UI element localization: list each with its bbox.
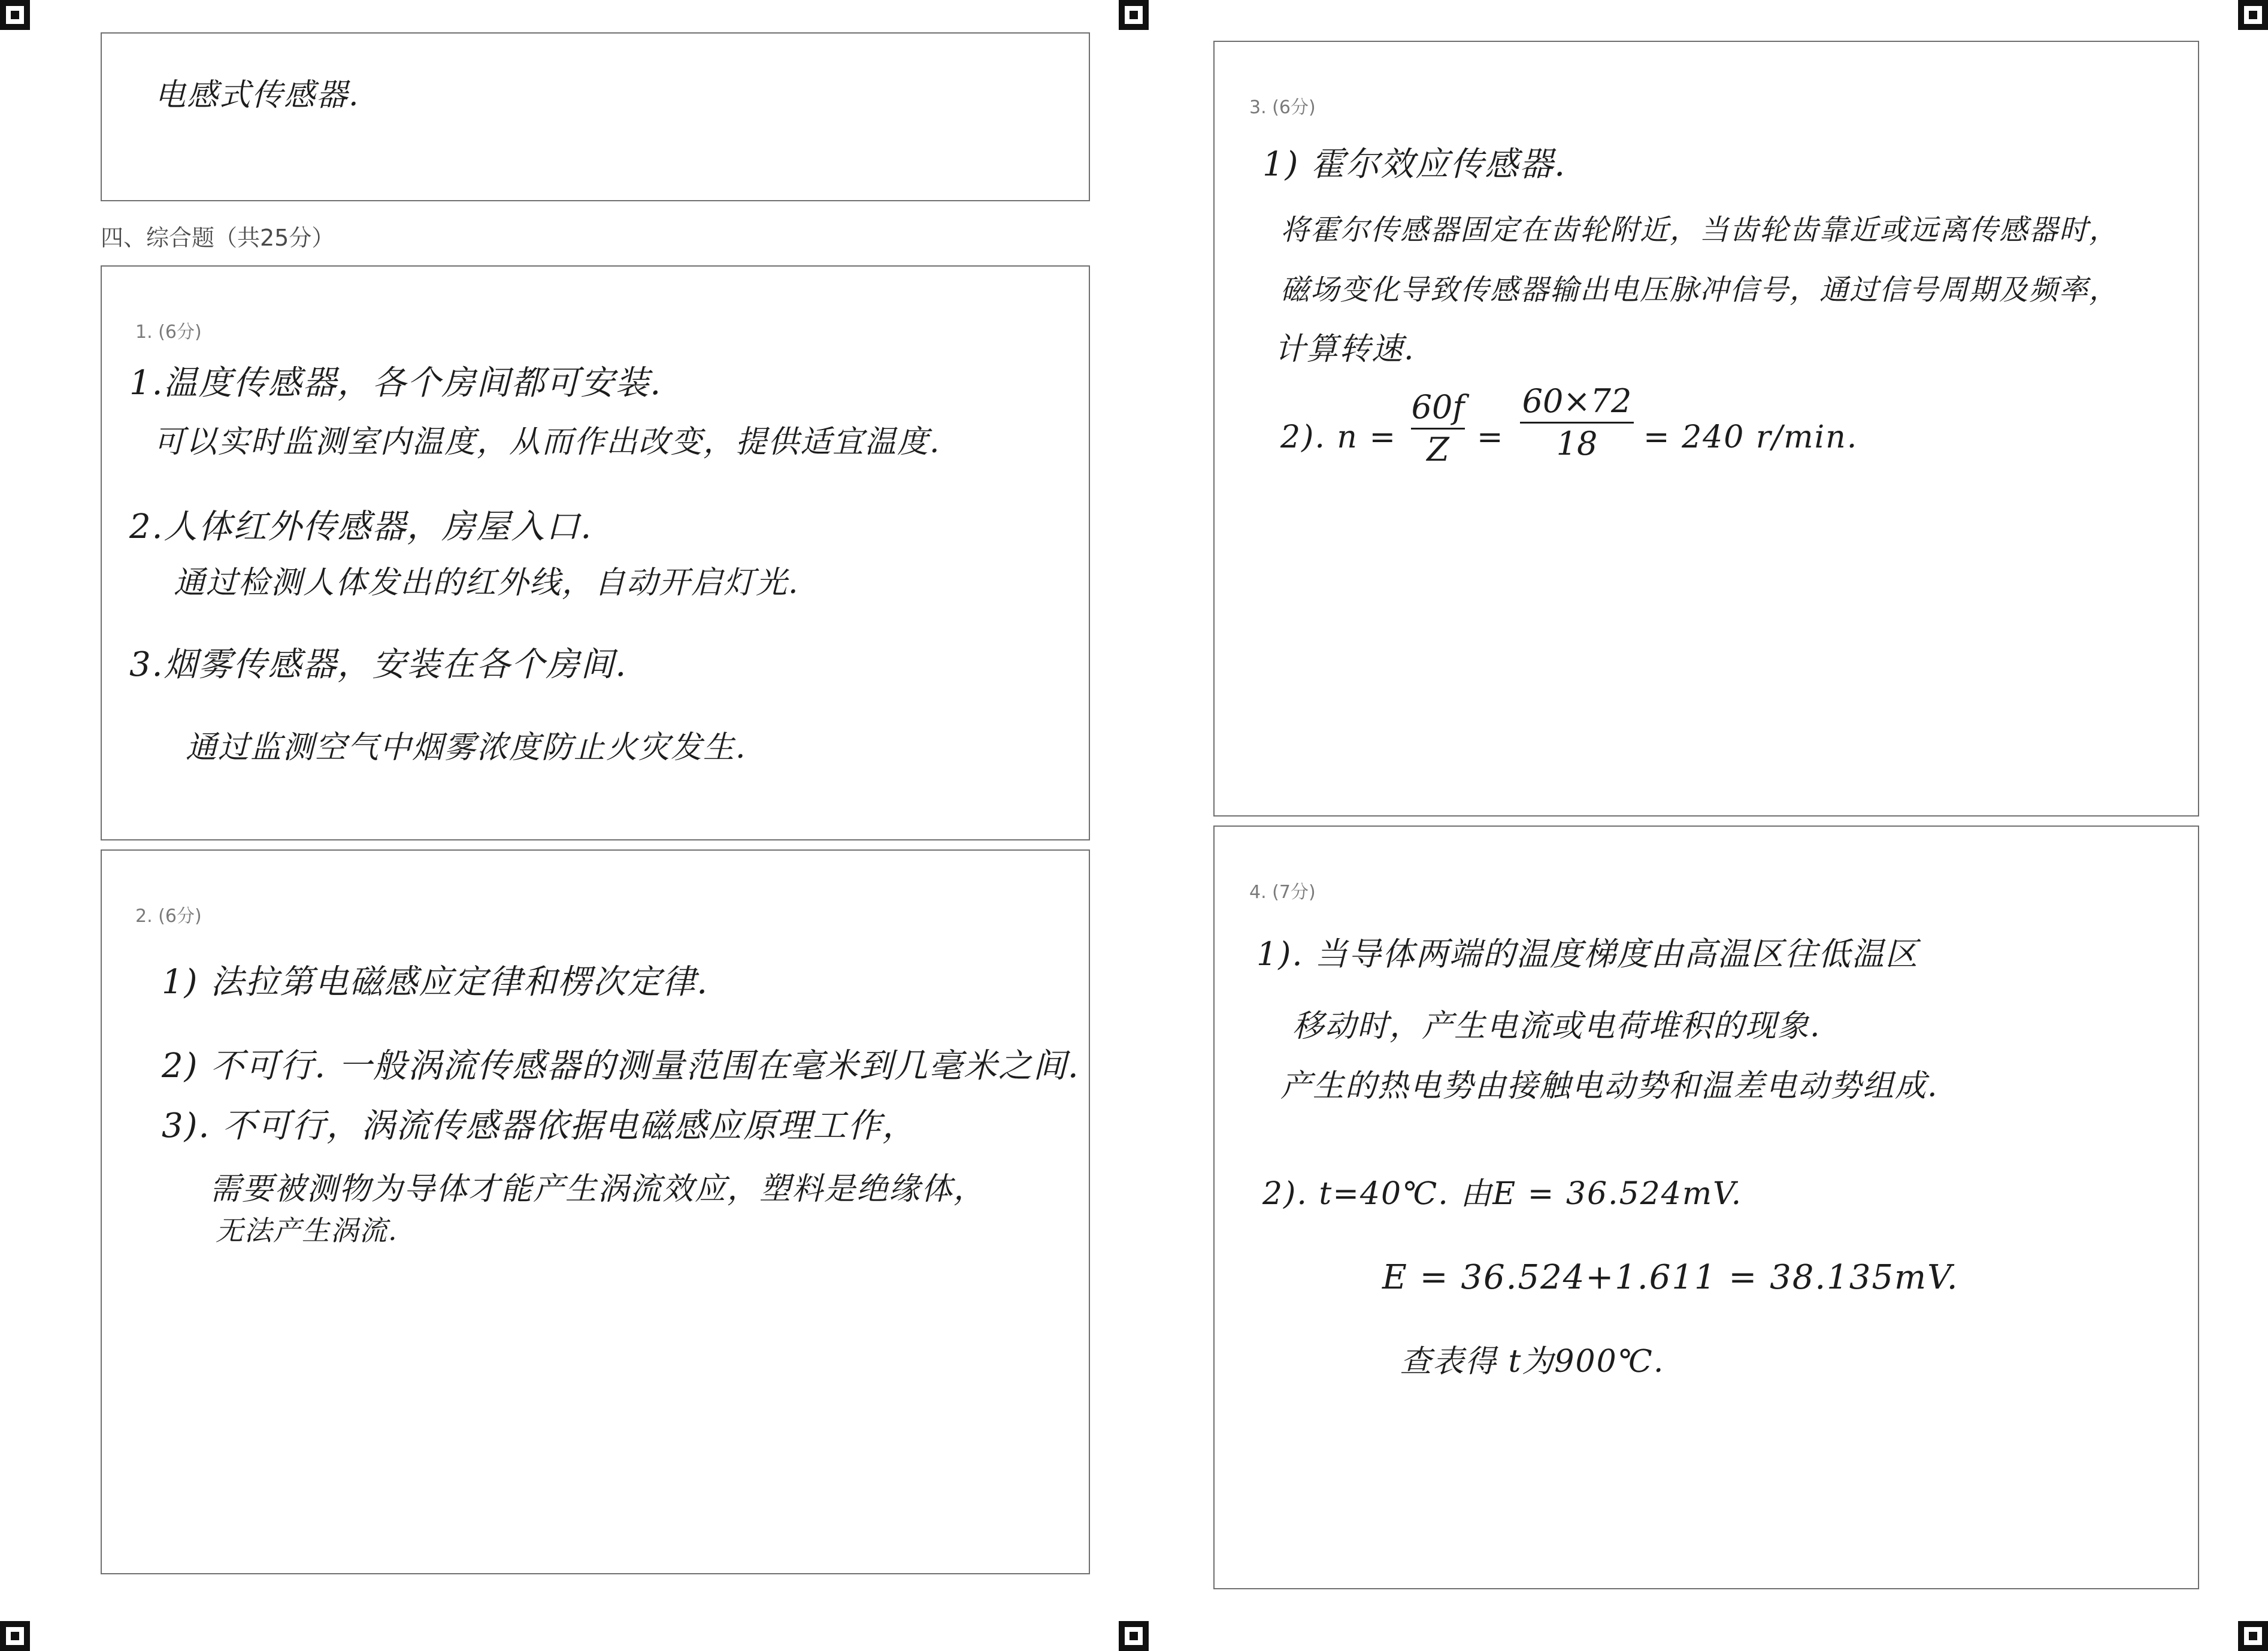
fraction-1-numerator: 60f	[1411, 388, 1465, 426]
answer-line: 1) 霍尔效应传感器.	[1262, 145, 1567, 184]
answer-line: 计算转速.	[1274, 331, 1415, 367]
answer-line: 需要被测物为导体才能产生涡流效应，塑料是绝缘体，	[210, 1171, 986, 1207]
answer-line: 通过监测空气中烟雾浓度防止火灾发生.	[186, 730, 747, 766]
formula-result: = 240 r/min.	[1643, 419, 1858, 455]
question-3-box	[1213, 41, 2199, 817]
registration-marker-bottom-center	[1119, 1621, 1149, 1651]
fraction-bar	[1411, 428, 1465, 430]
answer-line: E = 36.524+1.611 = 38.135mV.	[1382, 1258, 1959, 1297]
section-title: 四、综合题（共25分）	[101, 225, 335, 251]
question-4-label: 4. (7分)	[1249, 882, 1316, 903]
fraction-bar	[1520, 422, 1634, 424]
fraction-1	[1411, 389, 1465, 468]
registration-marker-top-center	[1119, 0, 1149, 30]
answer-line: 3.烟雾传感器，安装在各个房间.	[129, 645, 628, 684]
fraction-2	[1520, 383, 1634, 462]
fraction-1-denominator: Z	[1427, 431, 1449, 468]
answer-line: 将霍尔传感器固定在齿轮附近，当齿轮齿靠近或远离传感器时，	[1280, 213, 2119, 247]
formula-equals: =	[1477, 419, 1504, 455]
previous-answer-box	[101, 32, 1090, 201]
answer-line: 查表得 t为900℃.	[1400, 1344, 1665, 1380]
answer-line: 1.温度传感器，各个房间都可安装.	[129, 364, 662, 403]
fraction-2-numerator: 60×72	[1522, 382, 1632, 420]
registration-marker-top-right	[2238, 0, 2268, 30]
fraction-2-denominator: 18	[1556, 425, 1598, 462]
question-1-box	[101, 265, 1090, 840]
answer-line: 1). 当导体两端的温度梯度由高温区往低温区	[1256, 935, 1919, 973]
answer-line: 2) 不可行. 一般涡流传感器的测量范围在毫米到几毫米之间.	[162, 1047, 1080, 1085]
question-1-label: 1. (6分)	[135, 322, 202, 343]
answer-line: 移动时，产生电流或电荷堆积的现象.	[1292, 1008, 1821, 1044]
answer-line: 2). t=40℃. 由E = 36.524mV.	[1262, 1176, 1743, 1212]
registration-marker-bottom-right	[2238, 1621, 2268, 1651]
answer-line: 产生的热电势由接触电动势和温差电动势组成.	[1280, 1068, 1939, 1104]
question-2-box	[101, 849, 1090, 1574]
previous-answer-text: 电感式传感器.	[155, 77, 360, 113]
question-3-label: 3. (6分)	[1249, 97, 1316, 118]
answer-line: 磁场变化导致传感器输出电压脉冲信号，通过信号周期及频率，	[1280, 273, 2119, 307]
answer-line: 通过检测人体发出的红外线，自动开启灯光.	[174, 565, 800, 601]
answer-line: 3). 不可行，涡流传感器依据电磁感应原理工作，	[162, 1106, 918, 1145]
registration-marker-bottom-left	[0, 1621, 30, 1651]
answer-line: 无法产生涡流.	[216, 1214, 398, 1247]
answer-line: 可以实时监测室内温度，从而作出改变，提供适宜温度.	[153, 424, 941, 460]
question-2-label: 2. (6分)	[135, 906, 202, 927]
answer-line: 1) 法拉第电磁感应定律和楞次定律.	[162, 963, 709, 1002]
registration-marker-top-left	[0, 0, 30, 30]
answer-line: 2.人体红外传感器，房屋入口.	[129, 507, 593, 546]
formula-prefix: 2). n =	[1280, 419, 1397, 455]
question-4-box	[1213, 826, 2199, 1589]
